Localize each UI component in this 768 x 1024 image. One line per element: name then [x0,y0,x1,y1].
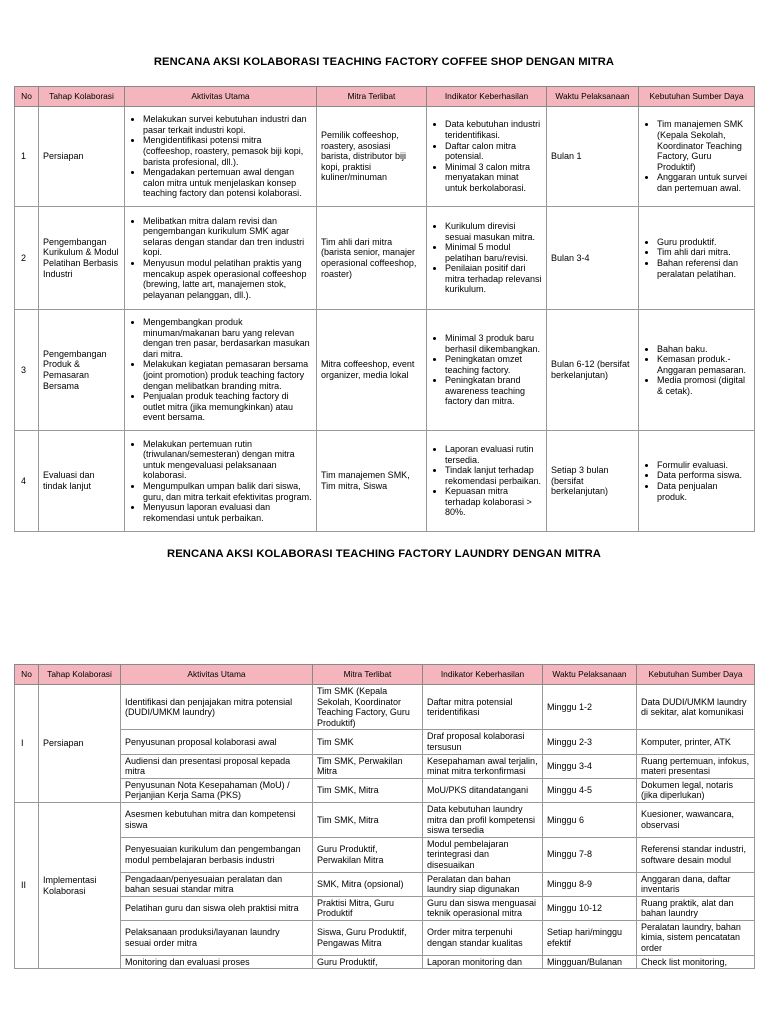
header-mitra: Mitra Terlibat [313,665,423,685]
list-item: • Mengadakan pertemuan awal dengan calon mitra untuk menjelaskan konsep teaching factory dan potensi kolaborasi. [143,167,312,199]
cell-aktivitas: Penyusunan proposal kolaborasi awal [121,730,313,754]
table-row [15,310,755,431]
cell-no: II [15,802,39,968]
document-title-laundry: RENCANA AKSI KOLABORASI TEACHING FACTORY LAUNDRY DENGAN MITRA [167,548,601,560]
table-row [15,837,755,872]
cell-waktu: Bulan 1 [547,107,639,207]
header-aktivitas: Aktivitas Utama [125,87,317,107]
cell-no: 2 [15,207,39,310]
table-row [15,955,755,969]
cell-indikator: Guru dan siswa menguasai teknik operasional mitra [423,896,543,920]
cell-kebutuhan: Referensi standar industri, software desain modul [637,837,755,872]
cell-waktu: Minggu 1-2 [543,685,637,730]
cell-mitra: Siswa, Guru Produktif, Pengawas Mitra [313,920,423,955]
list-item: • Peningkatan omzet teaching factory. [445,354,542,375]
cell-indikator: Laporan monitoring dan [423,955,543,969]
cell-kebutuhan: Ruang praktik, alat dan bahan laundry [637,896,755,920]
list-item: • Minimal 3 produk baru berhasil dikembangkan. [445,333,542,354]
cell-kebutuhan [639,207,755,310]
list-item: • Data kebutuhan industri teridentifikasi. [445,119,542,140]
cell-indikator: Order mitra terpenuhi dengan standar kualitas [423,920,543,955]
cell-kebutuhan-list [643,119,750,193]
header-kebutuhan: Kebutuhan Sumber Daya [639,87,755,107]
cell-aktivitas-list [129,317,312,423]
cell-tahap: Implementasi Kolaborasi [39,802,121,968]
list-item: • Melibatkan mitra dalam revisi dan pengembangan kurikulum SMK agar selaras dengan standar dan tren industri kopi. [143,216,312,258]
table-row [15,685,755,730]
cell-mitra: SMK, Mitra (opsional) [313,872,423,896]
header-indikator: Indikator Keberhasilan [423,665,543,685]
list-item: • Anggaran untuk survei dan pertemuan awal. [657,172,750,193]
list-item: • Daftar calon mitra potensial. [445,141,542,162]
cell-indikator: Data kebutuhan laundry mitra dan profil kompetensi siswa tersedia [423,802,543,837]
cell-kebutuhan-list [643,237,750,279]
cell-kebutuhan: Dokumen legal, notaris (jika diperlukan) [637,778,755,802]
table-header-row [15,665,755,685]
table-row [15,920,755,955]
cell-kebutuhan-list [643,344,750,397]
cell-mitra: Pemilik coffeeshop, roastery, asosiasi barista, distributor biji kopi, praktisi kuliner/minuman [317,107,427,207]
header-mitra: Mitra Terlibat [317,87,427,107]
cell-kebutuhan: Data DUDI/UMKM laundry di sekitar, alat komunikasi [637,685,755,730]
header-no: No [15,665,39,685]
coffee-shop-plan-table [14,86,755,532]
cell-indikator: Modul pembelajaran terintegrasi dan disesuaikan [423,837,543,872]
list-item: • Kurikulum direvisi sesuai masukan mitra. [445,221,542,242]
header-aktivitas: Aktivitas Utama [121,665,313,685]
cell-tahap: Persiapan [39,107,125,207]
cell-mitra: Mitra coffeeshop, event organizer, media lokal [317,310,427,431]
cell-waktu: Minggu 7-8 [543,837,637,872]
list-item: • Kepuasan mitra terhadap kolaborasi > 80%. [445,486,542,518]
list-item: • Mengembangkan produk minuman/makanan baru yang relevan dengan tren pasar, berdasarkan masukan dari mitra. [143,317,312,359]
list-item: • Guru produktif. [657,237,750,248]
laundry-plan-table [14,664,755,969]
cell-waktu: Minggu 8-9 [543,872,637,896]
table-row [15,872,755,896]
cell-mitra: Tim manajemen SMK, Tim mitra, Siswa [317,431,427,532]
header-no: No [15,87,39,107]
cell-indikator-list [431,444,542,518]
cell-indikator: MoU/PKS ditandatangani [423,778,543,802]
list-item: • Penjualan produk teaching factory di outlet mitra (jika memungkinkan) atau event bersama. [143,391,312,423]
header-waktu: Waktu Pelaksanaan [543,665,637,685]
cell-kebutuhan: Anggaran dana, daftar inventaris [637,872,755,896]
cell-indikator [427,107,547,207]
cell-aktivitas-list [129,439,312,524]
cell-kebutuhan [639,310,755,431]
cell-indikator: Kesepahaman awal terjalin, minat mitra terkonfirmasi [423,754,543,778]
cell-indikator-list [431,221,542,295]
list-item: • Media promosi (digital & cetak). [657,375,750,396]
cell-waktu: Minggu 2-3 [543,730,637,754]
cell-tahap: Evaluasi dan tindak lanjut [39,431,125,532]
cell-kebutuhan [639,107,755,207]
header-indikator: Indikator Keberhasilan [427,87,547,107]
table-header-row [15,87,755,107]
cell-tahap: Pengembangan Produk & Pemasaran Bersama [39,310,125,431]
cell-indikator-list [431,119,542,193]
list-item: • Melakukan survei kebutuhan industri dan pasar terkait industri kopi. [143,114,312,135]
cell-waktu: Minggu 3-4 [543,754,637,778]
cell-indikator [427,207,547,310]
table-row [15,107,755,207]
cell-aktivitas: Pelaksanaan produksi/layanan laundry sesuai order mitra [121,920,313,955]
list-item: • Minimal 3 calon mitra menyatakan minat untuk berkolaborasi. [445,162,542,194]
list-item: • Minimal 5 modul pelatihan baru/revisi. [445,242,542,263]
cell-kebutuhan: Peralatan laundry, bahan kimia, sistem pencatatan order [637,920,755,955]
document-title-coffee: RENCANA AKSI KOLABORASI TEACHING FACTORY COFFEE SHOP DENGAN MITRA [153,56,615,68]
list-item: • Bahan baku. [657,344,750,355]
cell-aktivitas [125,431,317,532]
cell-indikator-list [431,333,542,407]
cell-indikator: Daftar mitra potensial teridentifikasi [423,685,543,730]
cell-aktivitas: Penyesuaian kurikulum dan pengembangan modul pembelajaran berbasis industri [121,837,313,872]
header-waktu: Waktu Pelaksanaan [547,87,639,107]
list-item: • Formulir evaluasi. [657,460,750,471]
cell-mitra: Tim SMK, Mitra [313,778,423,802]
cell-no: 4 [15,431,39,532]
cell-aktivitas [125,310,317,431]
cell-aktivitas: Audiensi dan presentasi proposal kepada mitra [121,754,313,778]
cell-mitra: Tim SMK, Mitra [313,802,423,837]
list-item: • Peningkatan brand awareness teaching factory dan mitra. [445,375,542,407]
cell-indikator [427,310,547,431]
header-kebutuhan: Kebutuhan Sumber Daya [637,665,755,685]
cell-kebutuhan-list [643,460,750,502]
cell-indikator [427,431,547,532]
cell-waktu: Bulan 3-4 [547,207,639,310]
cell-kebutuhan: Komputer, printer, ATK [637,730,755,754]
cell-kebutuhan [639,431,755,532]
cell-no: 3 [15,310,39,431]
list-item: • Penilaian positif dari mitra terhadap relevansi kurikulum. [445,263,542,295]
list-item: • Data performa siswa. [657,470,750,481]
cell-waktu: Mingguan/Bulanan [543,955,637,969]
cell-aktivitas: Pelatihan guru dan siswa oleh praktisi mitra [121,896,313,920]
table-row [15,754,755,778]
cell-indikator: Peralatan dan bahan laundry siap digunakan [423,872,543,896]
list-item: • Tindak lanjut terhadap rekomendasi perbaikan. [445,465,542,486]
cell-mitra: Guru Produktif, [313,955,423,969]
cell-kebutuhan: Kuesioner, wawancara, observasi [637,802,755,837]
cell-mitra: Tim ahli dari mitra (barista senior, manajer operasional coffeeshop, roaster) [317,207,427,310]
cell-aktivitas: Asesmen kebutuhan mitra dan kompetensi siswa [121,802,313,837]
list-item: • Tim manajemen SMK (Kepala Sekolah, Koordinator Teaching Factory, Guru Produktif) [657,119,750,172]
cell-no: 1 [15,107,39,207]
header-tahap: Tahap Kolaborasi [39,665,121,685]
list-item: • Kemasan produk.- Anggaran pemasaran. [657,354,750,375]
table-row [15,778,755,802]
list-item: • Bahan referensi dan peralatan pelatihan. [657,258,750,279]
cell-waktu: Minggu 4-5 [543,778,637,802]
list-item: • Data penjualan produk. [657,481,750,502]
cell-mitra: Tim SMK, Perwakilan Mitra [313,754,423,778]
cell-tahap: Persiapan [39,685,121,803]
cell-kebutuhan: Check list monitoring, [637,955,755,969]
cell-mitra: Tim SMK (Kepala Sekolah, Koordinator Teaching Factory, Guru Produktif) [313,685,423,730]
table-row [15,431,755,532]
cell-waktu: Minggu 10-12 [543,896,637,920]
cell-kebutuhan: Ruang pertemuan, infokus, materi presentasi [637,754,755,778]
table-row [15,802,755,837]
cell-aktivitas-list [129,216,312,301]
list-item: • Melakukan kegiatan pemasaran bersama (joint promotion) produk teaching factory dengan melibatkan branding mitra. [143,359,312,391]
list-item: • Mengidentifikasi potensi mitra (coffeeshop, roastery, pemasok biji kopi, barista profesional, dll.). [143,135,312,167]
table-row [15,207,755,310]
table-row [15,730,755,754]
cell-aktivitas: Monitoring dan evaluasi proses [121,955,313,969]
list-item: • Menyusun modul pelatihan praktis yang mencakup aspek operasional coffeeshop (brewing, latte art, manajemen stok, pelayanan pelanggan, dll.). [143,258,312,300]
cell-indikator: Draf proposal kolaborasi tersusun [423,730,543,754]
cell-no: I [15,685,39,803]
cell-mitra: Tim SMK [313,730,423,754]
cell-aktivitas [125,207,317,310]
cell-waktu: Minggu 6 [543,802,637,837]
cell-mitra: Guru Produktif, Perwakilan Mitra [313,837,423,872]
cell-waktu: Setiap 3 bulan (bersifat berkelanjutan) [547,431,639,532]
cell-waktu: Setiap hari/minggu efektif [543,920,637,955]
cell-aktivitas: Pengadaan/penyesuaian peralatan dan bahan sesuai standar mitra [121,872,313,896]
table-row [15,896,755,920]
cell-tahap: Pengembangan Kurikulum & Modul Pelatihan Berbasis Industri [39,207,125,310]
list-item: • Tim ahli dari mitra. [657,247,750,258]
list-item: • Laporan evaluasi rutin tersedia. [445,444,542,465]
cell-mitra: Praktisi Mitra, Guru Produktif [313,896,423,920]
list-item: • Melakukan pertemuan rutin (triwulanan/semesteran) dengan mitra untuk mengevaluasi pelaksanaan kolaborasi. [143,439,312,481]
cell-waktu: Bulan 6-12 (bersifat berkelanjutan) [547,310,639,431]
list-item: • Menyusun laporan evaluasi dan rekomendasi untuk perbaikan. [143,502,312,523]
cell-aktivitas-list [129,114,312,199]
cell-aktivitas: Penyusunan Nota Kesepahaman (MoU) / Perjanjian Kerja Sama (PKS) [121,778,313,802]
cell-aktivitas [125,107,317,207]
list-item: • Mengumpulkan umpan balik dari siswa, guru, dan mitra terkait efektivitas program. [143,481,312,502]
cell-aktivitas: Identifikasi dan penjajakan mitra potensial (DUDI/UMKM laundry) [121,685,313,730]
header-tahap: Tahap Kolaborasi [39,87,125,107]
